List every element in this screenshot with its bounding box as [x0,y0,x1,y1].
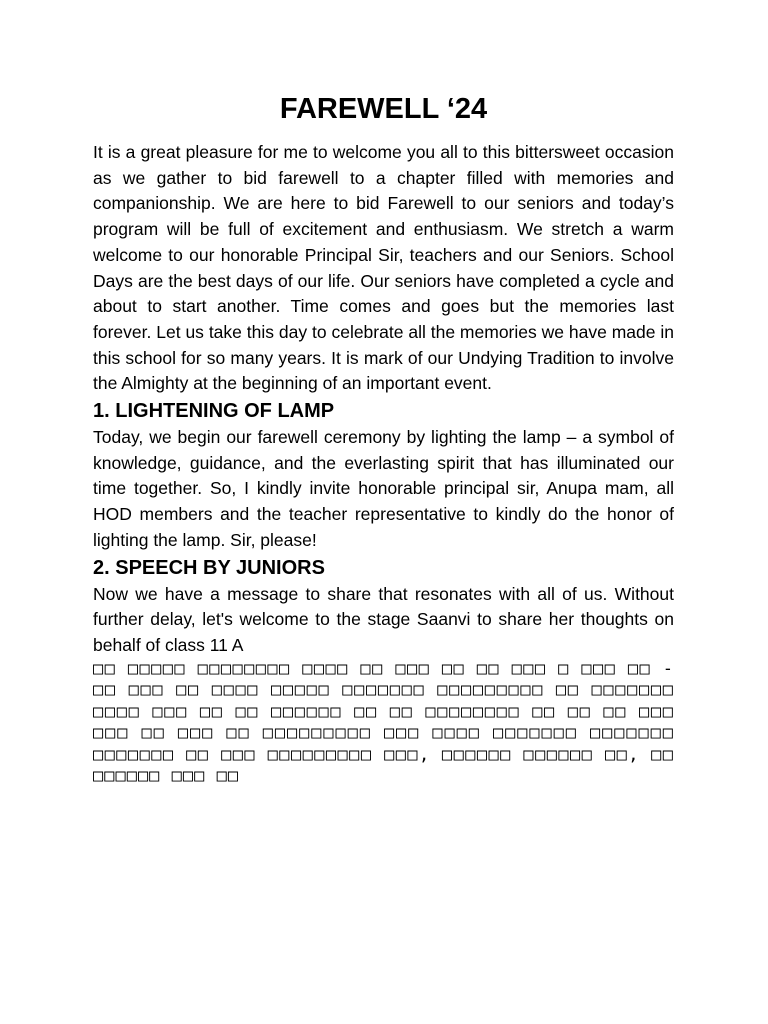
document-title: FAREWELL ‘24 [279,93,488,125]
section-heading-lamp: 1. LIGHTENING OF LAMP [93,400,335,423]
document-content [93,88,674,788]
unrendered-hindi-paragraph: □□ □□□□□ □□□□□□□□ □□□□ □□ □□□ □□ □□ □□□ □ □□□ □□ - □□ □□□ □□ □□□□ □□□□□ □□□□□□□ □□□□□□□□□ □□ □□□□□□□ □□□□ □□□ □□ □□ □□□□□□ □□ □□ □□□□□□□□ □□ □□ □□ □□□ □□□ □□ □□□ □□ □□□□□□□□□ □□□ □□□□ □□□□□□□ □□□□□□□ □□□□□□□ □□ □□□ □□□□□□□□□ □□□, □□□□□□ □□□□□□ □□, □□ □□□□□□ □□□ □□ [93,658,674,787]
section-heading-juniors: 2. SPEECH BY JUNIORS [93,556,325,579]
section-paragraph-juniors: Now we have a message to share that resonates with all of us. Without further delay, let's welcome to the stage Saanvi to share her thoughts on behalf of class 11 A [93,583,674,655]
section-paragraph-lamp: Today, we begin our farewell ceremony by lighting the lamp – a symbol of knowledge, guidance, and the everlasting spirit that has illuminated our time together. So, I kindly invite honorable principal sir, Anupa mam, all HOD members and the teacher representative to kindly do the honor of lighting the lamp. Sir, please! [93,427,674,550]
intro-paragraph: It is a great pleasure for me to welcome you all to this bittersweet occasion as we gather to bid farewell to a chapter filled with memories and companionship. We are here to bid Farewell to our seniors and today’s program will be full of excitement and enthusiasm. We stretch a warm welcome to our honorable Principal Sir, teachers and our Seniors. School Days are the best days of our life. Our seniors have completed a cycle and about to start another. Time comes and goes but the memories last forever. Let us take this day to celebrate all the memories we have made in this school for so many years. It is mark of our Undying Tradition to involve the Almighty at the beginning of an important event. [93,142,674,394]
